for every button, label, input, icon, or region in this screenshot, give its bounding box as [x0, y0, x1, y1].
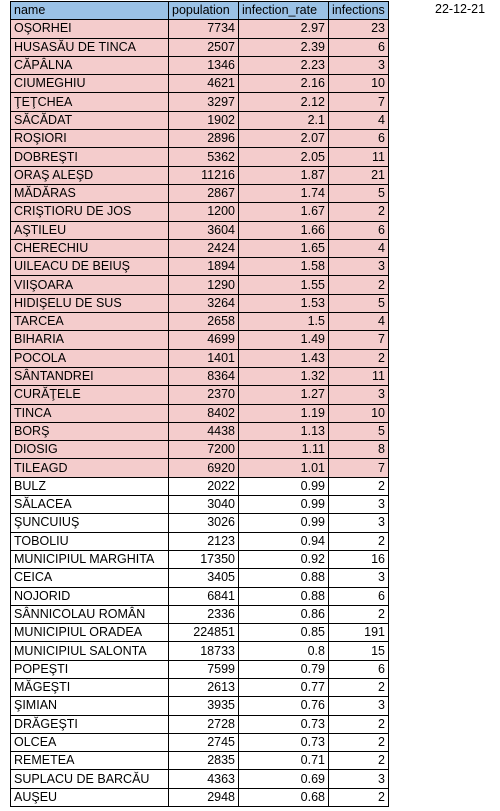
cell-infections[interactable]: 3 — [329, 386, 389, 404]
table-row — [11, 331, 389, 349]
table-row — [11, 56, 389, 74]
cell-population[interactable]: 2123 — [169, 532, 239, 550]
cell-infection-rate[interactable]: 1.58 — [239, 258, 329, 276]
header-infection-rate[interactable]: infection_rate — [239, 2, 329, 20]
cell-name[interactable]: CEICA — [11, 569, 169, 587]
cell-infection-rate[interactable]: 0.73 — [239, 715, 329, 733]
cell-infection-rate[interactable]: 2.07 — [239, 130, 329, 148]
table-row — [11, 788, 389, 806]
cell-name[interactable]: TARCEA — [11, 313, 169, 331]
cell-infections[interactable]: 4 — [329, 111, 389, 129]
cell-population[interactable]: 1346 — [169, 56, 239, 74]
table-row — [11, 93, 389, 111]
cell-name[interactable]: MUNICIPIUL ORADEA — [11, 624, 169, 642]
table-row — [11, 660, 389, 678]
cell-infections[interactable]: 23 — [329, 20, 389, 38]
cell-infection-rate[interactable]: 0.8 — [239, 642, 329, 660]
cell-infection-rate[interactable]: 1.19 — [239, 404, 329, 422]
cell-population[interactable]: 1200 — [169, 203, 239, 221]
cell-name[interactable]: ORAŞ ALEŞD — [11, 166, 169, 184]
cell-population[interactable]: 1894 — [169, 258, 239, 276]
cell-name[interactable]: OŞORHEI — [11, 20, 169, 38]
cell-name[interactable]: MĂDĂRAS — [11, 184, 169, 202]
cell-infection-rate[interactable]: 1.65 — [239, 239, 329, 257]
cell-population[interactable]: 2896 — [169, 130, 239, 148]
table-row — [11, 111, 389, 129]
cell-infections[interactable]: 4 — [329, 313, 389, 331]
cell-infections[interactable]: 10 — [329, 404, 389, 422]
cell-infection-rate[interactable]: 2.39 — [239, 38, 329, 56]
cell-infection-rate[interactable]: 0.77 — [239, 678, 329, 696]
header-population[interactable]: population — [169, 2, 239, 20]
table-row — [11, 258, 389, 276]
cell-population[interactable]: 224851 — [169, 624, 239, 642]
table-row — [11, 184, 389, 202]
cell-population[interactable]: 6841 — [169, 587, 239, 605]
cell-population[interactable]: 2336 — [169, 605, 239, 623]
table-row — [11, 75, 389, 93]
cell-name[interactable]: TOBOLIU — [11, 532, 169, 550]
cell-infection-rate[interactable]: 2.97 — [239, 20, 329, 38]
cell-population[interactable]: 3026 — [169, 514, 239, 532]
header-infections[interactable]: infections — [329, 2, 389, 20]
cell-infections[interactable]: 2 — [329, 788, 389, 806]
cell-infection-rate[interactable]: 1.13 — [239, 422, 329, 440]
cell-infection-rate[interactable]: 0.99 — [239, 477, 329, 495]
cell-infection-rate[interactable]: 0.99 — [239, 514, 329, 532]
cell-name[interactable]: MUNICIPIUL SALONTA — [11, 642, 169, 660]
cell-population[interactable]: 1290 — [169, 276, 239, 294]
table-row — [11, 514, 389, 532]
cell-population[interactable]: 6920 — [169, 459, 239, 477]
cell-name[interactable]: ŞUNCUIUŞ — [11, 514, 169, 532]
table-row — [11, 130, 389, 148]
cell-infections[interactable]: 6 — [329, 660, 389, 678]
cell-infections[interactable]: 2 — [329, 605, 389, 623]
table-row — [11, 422, 389, 440]
table-row — [11, 166, 389, 184]
cell-name[interactable]: CURĂŢELE — [11, 386, 169, 404]
table-row — [11, 678, 389, 696]
cell-name[interactable]: SĂCĂDAT — [11, 111, 169, 129]
cell-infections[interactable]: 2 — [329, 349, 389, 367]
table-row — [11, 148, 389, 166]
cell-name[interactable]: BULZ — [11, 477, 169, 495]
table-row — [11, 404, 389, 422]
cell-infection-rate[interactable]: 0.76 — [239, 697, 329, 715]
table-row — [11, 367, 389, 385]
cell-name[interactable]: SÂNNICOLAU ROMÂN — [11, 605, 169, 623]
table-row — [11, 294, 389, 312]
table-row — [11, 550, 389, 568]
cell-infections[interactable]: 3 — [329, 697, 389, 715]
cell-infection-rate[interactable]: 1.87 — [239, 166, 329, 184]
cell-population[interactable]: 2867 — [169, 184, 239, 202]
table-row — [11, 770, 389, 788]
cell-infections[interactable]: 2 — [329, 715, 389, 733]
cell-infection-rate[interactable]: 1.67 — [239, 203, 329, 221]
cell-infections[interactable]: 5 — [329, 422, 389, 440]
cell-population[interactable]: 2507 — [169, 38, 239, 56]
cell-population[interactable]: 18733 — [169, 642, 239, 660]
table-row — [11, 477, 389, 495]
cell-name[interactable]: POPEŞTI — [11, 660, 169, 678]
cell-population[interactable]: 2424 — [169, 239, 239, 257]
cell-infection-rate[interactable]: 1.5 — [239, 313, 329, 331]
header-name[interactable]: name — [11, 2, 169, 20]
table-row — [11, 20, 389, 38]
cell-infections[interactable]: 3 — [329, 770, 389, 788]
cell-population[interactable]: 2658 — [169, 313, 239, 331]
cell-infection-rate[interactable]: 1.27 — [239, 386, 329, 404]
cell-name[interactable]: SÂNTANDREI — [11, 367, 169, 385]
table-row — [11, 587, 389, 605]
table-row — [11, 221, 389, 239]
table-row — [11, 38, 389, 56]
cell-infection-rate[interactable]: 0.88 — [239, 587, 329, 605]
cell-population[interactable]: 2745 — [169, 733, 239, 751]
cell-infection-rate[interactable]: 1.66 — [239, 221, 329, 239]
cell-name[interactable]: SUPLACU DE BARCĂU — [11, 770, 169, 788]
date-label: 22-12-21 — [435, 2, 486, 16]
cell-population[interactable]: 5362 — [169, 148, 239, 166]
cell-population[interactable]: 17350 — [169, 550, 239, 568]
cell-population[interactable]: 1902 — [169, 111, 239, 129]
cell-infections[interactable]: 3 — [329, 496, 389, 514]
table-row — [11, 733, 389, 751]
cell-infection-rate[interactable]: 0.85 — [239, 624, 329, 642]
cell-population[interactable]: 4438 — [169, 422, 239, 440]
cell-name[interactable]: CIUMEGHIU — [11, 75, 169, 93]
table-row — [11, 239, 389, 257]
cell-population[interactable]: 7599 — [169, 660, 239, 678]
table-row — [11, 203, 389, 221]
cell-population[interactable]: 3297 — [169, 93, 239, 111]
cell-infections[interactable]: 2 — [329, 532, 389, 550]
cell-infection-rate[interactable]: 2.05 — [239, 148, 329, 166]
cell-infections[interactable]: 6 — [329, 221, 389, 239]
cell-infection-rate[interactable]: 0.88 — [239, 569, 329, 587]
cell-infection-rate[interactable]: 0.69 — [239, 770, 329, 788]
cell-infection-rate[interactable]: 0.99 — [239, 496, 329, 514]
cell-infection-rate[interactable]: 0.73 — [239, 733, 329, 751]
cell-infections[interactable]: 3 — [329, 569, 389, 587]
cell-infections[interactable]: 10 — [329, 75, 389, 93]
cell-population[interactable]: 3040 — [169, 496, 239, 514]
cell-name[interactable]: CĂPÂLNA — [11, 56, 169, 74]
cell-population[interactable]: 2370 — [169, 386, 239, 404]
cell-infections[interactable]: 5 — [329, 294, 389, 312]
cell-name[interactable]: VIIŞOARA — [11, 276, 169, 294]
cell-name[interactable]: MUNICIPIUL MARGHITA — [11, 550, 169, 568]
cell-name[interactable]: POCOLA — [11, 349, 169, 367]
table-row — [11, 532, 389, 550]
cell-name[interactable]: ŞIMIAN — [11, 697, 169, 715]
cell-infections[interactable]: 2 — [329, 752, 389, 770]
cell-infections[interactable]: 2 — [329, 477, 389, 495]
cell-infections[interactable]: 11 — [329, 148, 389, 166]
table-row — [11, 715, 389, 733]
cell-infections[interactable]: 3 — [329, 56, 389, 74]
table-row — [11, 496, 389, 514]
cell-population[interactable]: 7200 — [169, 441, 239, 459]
cell-population[interactable]: 11216 — [169, 166, 239, 184]
cell-name[interactable]: ROŞIORI — [11, 130, 169, 148]
cell-infections[interactable]: 11 — [329, 367, 389, 385]
table-row — [11, 349, 389, 367]
header-row — [11, 2, 389, 20]
cell-name[interactable]: HIDIŞELU DE SUS — [11, 294, 169, 312]
cell-infection-rate[interactable]: 1.11 — [239, 441, 329, 459]
cell-population[interactable]: 3405 — [169, 569, 239, 587]
cell-name[interactable]: DOBREŞTI — [11, 148, 169, 166]
cell-infection-rate[interactable]: 2.12 — [239, 93, 329, 111]
cell-infection-rate[interactable]: 0.71 — [239, 752, 329, 770]
cell-infections[interactable]: 2 — [329, 203, 389, 221]
cell-infections[interactable]: 21 — [329, 166, 389, 184]
cell-infection-rate[interactable]: 2.16 — [239, 75, 329, 93]
cell-name[interactable]: SĂLACEA — [11, 496, 169, 514]
cell-infections[interactable]: 4 — [329, 239, 389, 257]
cell-population[interactable]: 2948 — [169, 788, 239, 806]
table-row — [11, 605, 389, 623]
cell-infection-rate[interactable]: 1.74 — [239, 184, 329, 202]
cell-name[interactable]: BORŞ — [11, 422, 169, 440]
table-row — [11, 386, 389, 404]
cell-infections[interactable]: 3 — [329, 258, 389, 276]
cell-infections[interactable]: 8 — [329, 441, 389, 459]
cell-name[interactable]: HUSASĂU DE TINCA — [11, 38, 169, 56]
cell-infections[interactable]: 6 — [329, 587, 389, 605]
cell-population[interactable]: 1401 — [169, 349, 239, 367]
cell-name[interactable]: ŢEŢCHEA — [11, 93, 169, 111]
cell-population[interactable]: 7734 — [169, 20, 239, 38]
cell-population[interactable]: 8364 — [169, 367, 239, 385]
cell-name[interactable]: CRIŞTIORU DE JOS — [11, 203, 169, 221]
cell-name[interactable]: TILEAGD — [11, 459, 169, 477]
cell-infections[interactable]: 7 — [329, 93, 389, 111]
cell-population[interactable]: 2022 — [169, 477, 239, 495]
cell-infections[interactable]: 5 — [329, 184, 389, 202]
cell-population[interactable]: 4621 — [169, 75, 239, 93]
table-row — [11, 276, 389, 294]
cell-infections[interactable]: 6 — [329, 130, 389, 148]
cell-infection-rate[interactable]: 1.49 — [239, 331, 329, 349]
cell-name[interactable]: REMETEA — [11, 752, 169, 770]
table-row — [11, 642, 389, 660]
cell-population[interactable]: 4363 — [169, 770, 239, 788]
cell-infections[interactable]: 191 — [329, 624, 389, 642]
cell-infections[interactable]: 6 — [329, 38, 389, 56]
table-row — [11, 459, 389, 477]
table-row — [11, 313, 389, 331]
cell-name[interactable]: OLCEA — [11, 733, 169, 751]
cell-name[interactable]: UILEACU DE BEIUŞ — [11, 258, 169, 276]
cell-name[interactable]: DRĂGEŞTI — [11, 715, 169, 733]
cell-infections[interactable]: 15 — [329, 642, 389, 660]
table-row — [11, 569, 389, 587]
cell-population[interactable]: 8402 — [169, 404, 239, 422]
cell-infection-rate[interactable]: 1.01 — [239, 459, 329, 477]
cell-infection-rate[interactable]: 0.94 — [239, 532, 329, 550]
cell-name[interactable]: AUŞEU — [11, 788, 169, 806]
cell-name[interactable]: NOJORID — [11, 587, 169, 605]
cell-name[interactable]: DIOSIG — [11, 441, 169, 459]
table-row — [11, 752, 389, 770]
cell-population[interactable]: 2728 — [169, 715, 239, 733]
cell-infections[interactable]: 2 — [329, 733, 389, 751]
cell-infections[interactable]: 16 — [329, 550, 389, 568]
cell-infections[interactable]: 3 — [329, 514, 389, 532]
cell-infection-rate[interactable]: 1.53 — [239, 294, 329, 312]
cell-infection-rate[interactable]: 1.32 — [239, 367, 329, 385]
cell-infection-rate[interactable]: 2.1 — [239, 111, 329, 129]
cell-infections[interactable]: 2 — [329, 276, 389, 294]
cell-infection-rate[interactable]: 1.43 — [239, 349, 329, 367]
table-row — [11, 441, 389, 459]
cell-name[interactable]: AŞTILEU — [11, 221, 169, 239]
cell-infections[interactable]: 7 — [329, 459, 389, 477]
cell-population[interactable]: 3604 — [169, 221, 239, 239]
table-row — [11, 697, 389, 715]
cell-infection-rate[interactable]: 0.68 — [239, 788, 329, 806]
cell-name[interactable]: TINCA — [11, 404, 169, 422]
cell-infection-rate[interactable]: 0.86 — [239, 605, 329, 623]
cell-population[interactable]: 3264 — [169, 294, 239, 312]
cell-infections[interactable]: 7 — [329, 331, 389, 349]
cell-name[interactable]: BIHARIA — [11, 331, 169, 349]
cell-population[interactable]: 2613 — [169, 678, 239, 696]
cell-population[interactable]: 3935 — [169, 697, 239, 715]
infection-rate-table — [10, 1, 389, 807]
cell-name[interactable]: CHERECHIU — [11, 239, 169, 257]
cell-infection-rate[interactable]: 1.55 — [239, 276, 329, 294]
cell-population[interactable]: 4699 — [169, 331, 239, 349]
cell-name[interactable]: MĂGEŞTI — [11, 678, 169, 696]
cell-infection-rate[interactable]: 0.79 — [239, 660, 329, 678]
cell-infection-rate[interactable]: 2.23 — [239, 56, 329, 74]
cell-infections[interactable]: 2 — [329, 678, 389, 696]
cell-infection-rate[interactable]: 0.92 — [239, 550, 329, 568]
cell-population[interactable]: 2835 — [169, 752, 239, 770]
table-row — [11, 624, 389, 642]
